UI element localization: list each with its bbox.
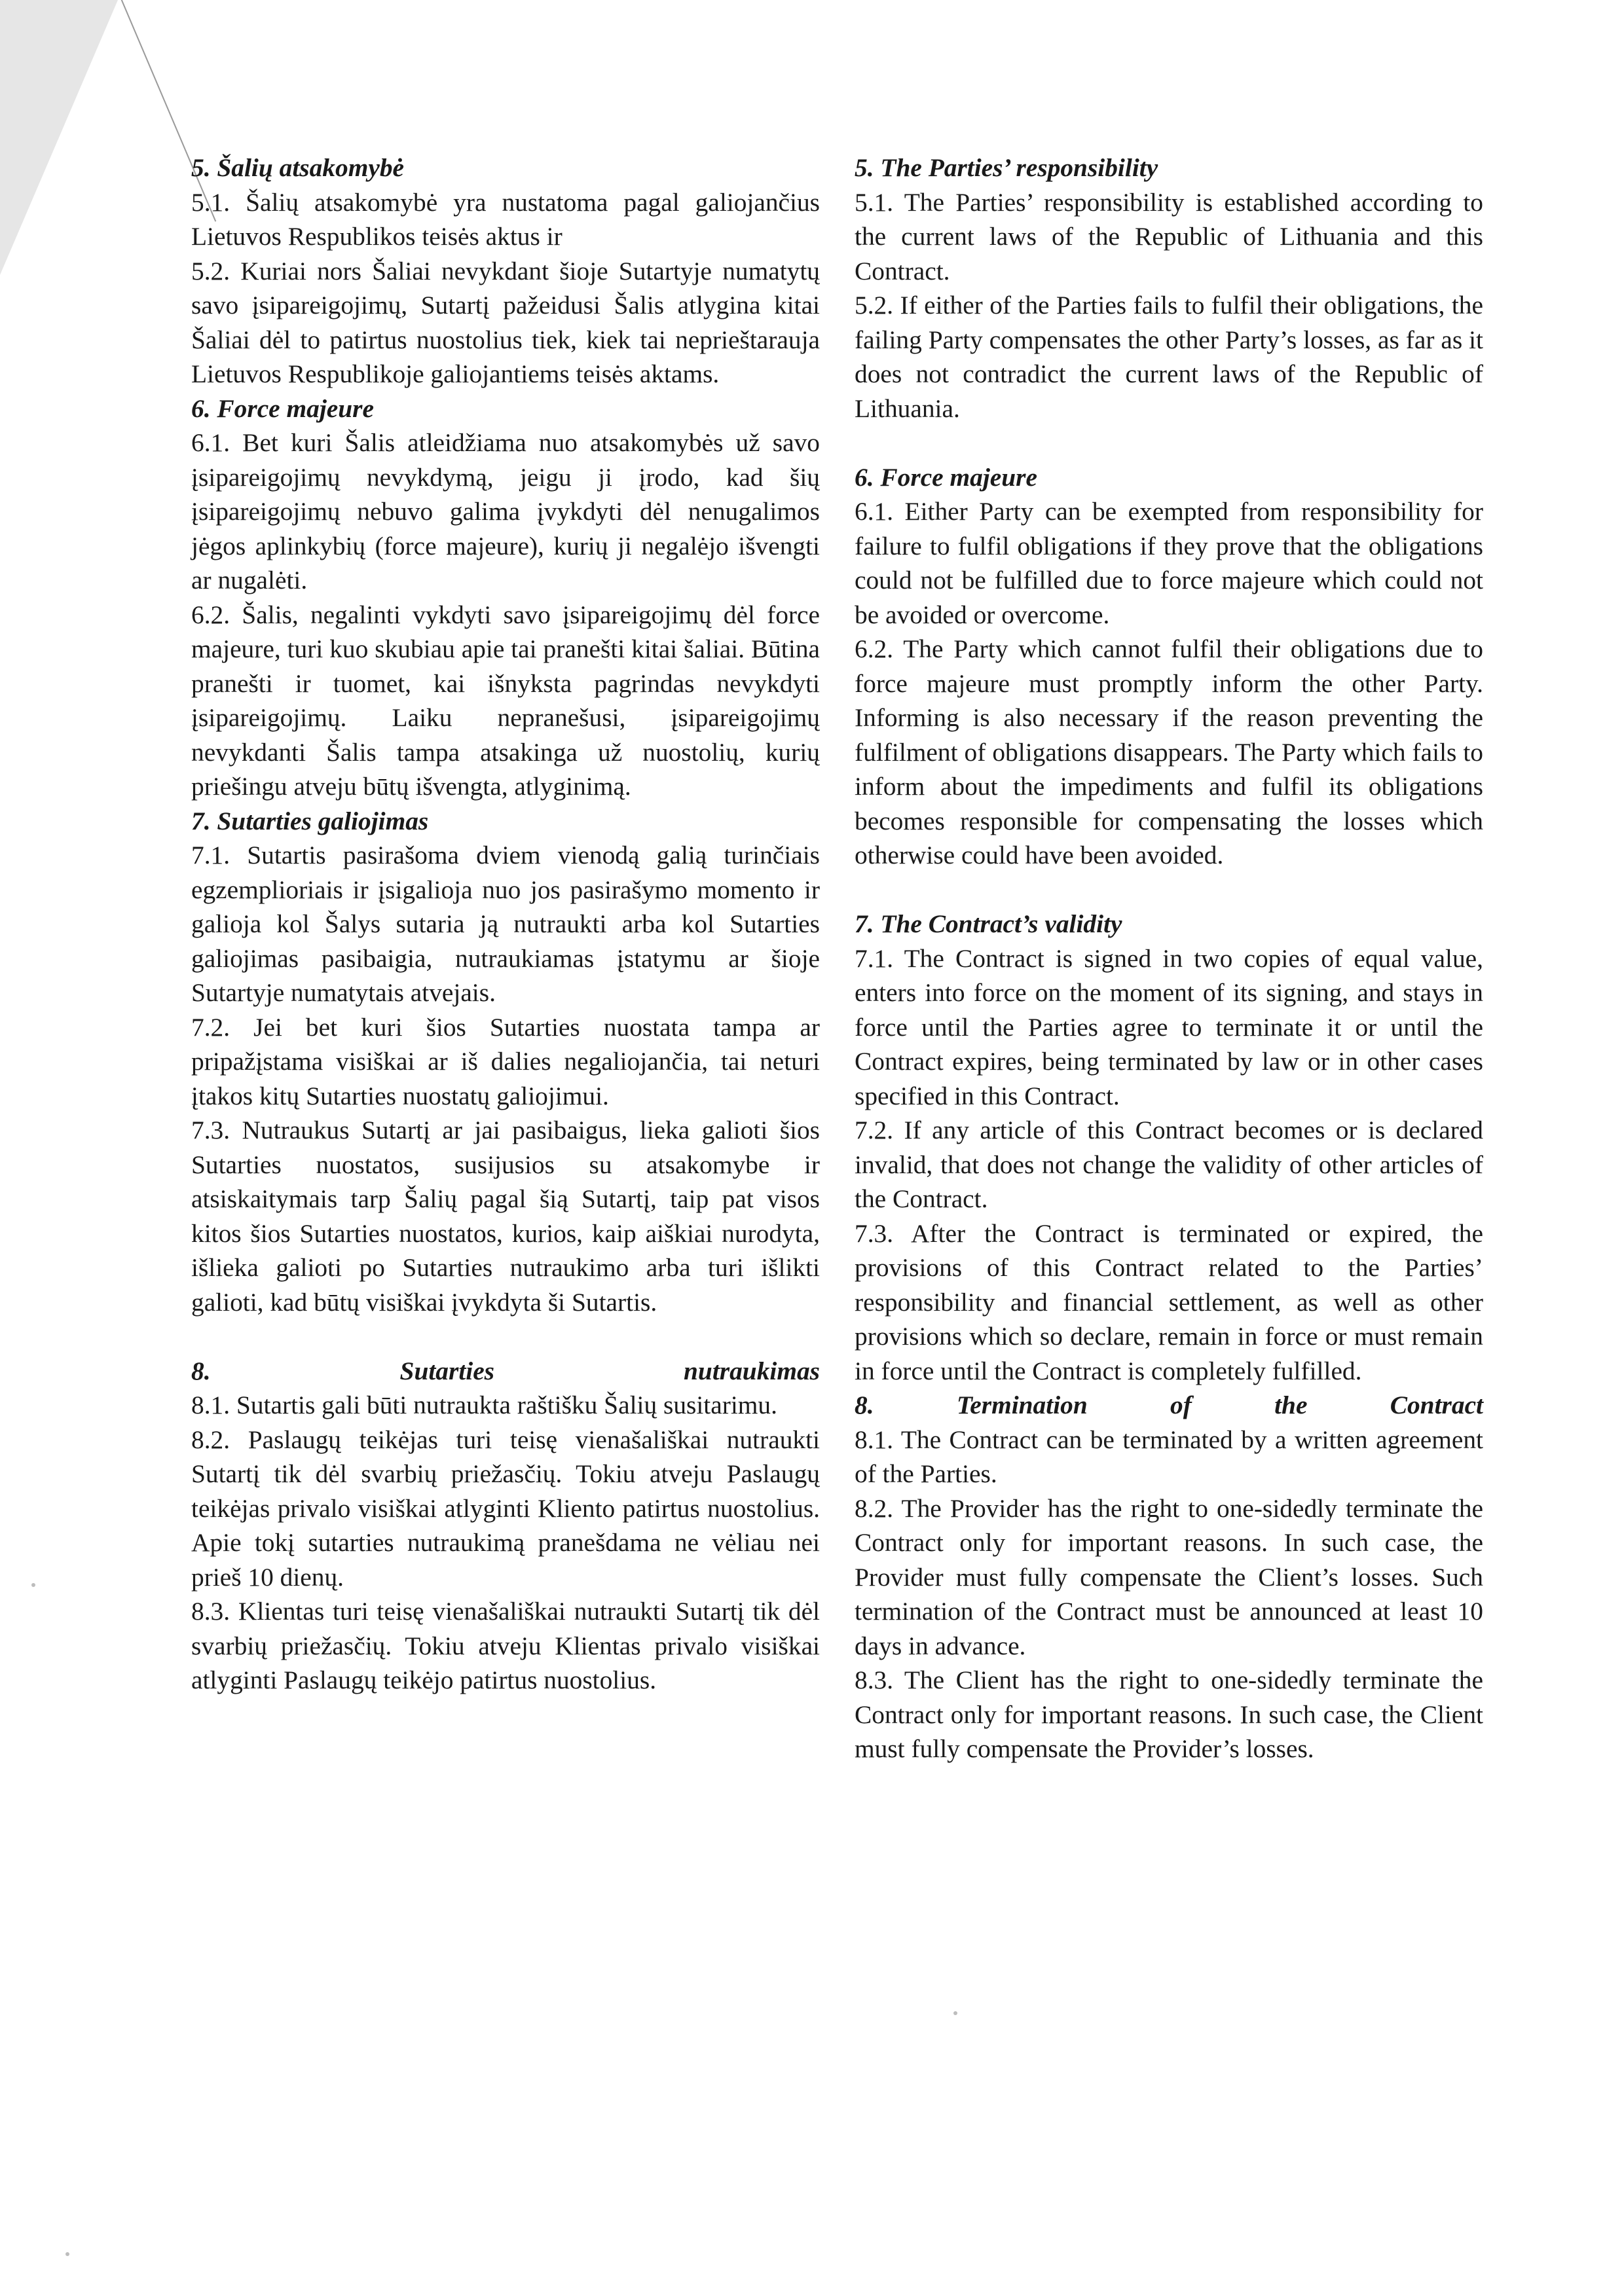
scan-speck [65,2252,69,2256]
clause-7-1-lt: 7.1. Sutartis pasirašoma dviem vienodą galią turinčiais egzemplioriais ir įsigalioja nuo jos pasirašymo momento ir galioja kol Šalys sutaria ją nutraukti arba kol Sutarties galiojimas pasibaigia, nutraukiamas įstatymu ar šioje Sutartyje numatytais atvejais. [191,841,820,1007]
clause-8-1-en: 8.1. The Contract can be terminated by a written agreement of the Parties. [855,1425,1483,1488]
section-8-number-en: 8. [855,1391,874,1419]
scan-speck [31,1583,35,1587]
section-7-heading-lt: 7. Sutarties galiojimas [191,806,429,835]
section-8-heading-en [855,1388,1483,1423]
clause-5-1-en: 5.1. The Parties’ responsibility is established according to the current laws of the Republic of Lithuania and this Contract. [855,187,1483,285]
clause-7-2-lt: 7.2. Jei bet kuri šios Sutarties nuostata tampa ar pripažįstama visiškai ar iš dalies negaliojančia, tai neturi įtakos kitų Sutarties nuostatų galiojimui. [191,1012,820,1110]
clause-8-3-lt: 8.3. Klientas turi teisę vienašališkai nutraukti Sutartį tik dėl svarbių priežasčių. Tokiu atveju Klientas privalo visiškai atlyginti Paslaugų teikėjo patirtus nuostolius. [191,1597,820,1694]
clause-8-3-en: 8.3. The Client has the right to one-sidedly terminate the Contract only for important reasons. In such case, the Client must fully compensate the Provider’s losses. [855,1666,1483,1763]
lithuanian-column [191,151,820,1698]
section-8-word1-en: Termination [956,1391,1088,1419]
section-8-number-lt: 8. [191,1356,211,1385]
section-8-word2-lt: nutraukimas [684,1356,820,1385]
clause-5-2-en: 5.2. If either of the Parties fails to fulfil their obligations, the failing Party compensates the other Party’s losses, as far as it does not contradict the current laws of the Republic of Lithuania. [855,291,1483,423]
clause-5-2-lt: 5.2. Kuriai nors Šaliai nevykdant šioje Sutartyje numatytų savo įsipareigojimų, Sutartį pažeidusi Šalis atlygina kitai Šaliai dėl to patirtus nuostolius tiek, kiek tai neprieštarauja Lietuvos Respublikoje galiojantiems teisės aktams. [191,256,820,388]
clause-8-2-en: 8.2. The Provider has the right to one-sidedly terminate the Contract only for important reasons. In such case, the Provider must fully compensate the Client’s losses. Such termination of the Contract must be announced at least 10 days in advance. [855,1493,1483,1660]
clause-6-1-lt: 6.1. Bet kuri Šalis atleidžiama nuo atsakomybės už savo įsipareigojimų nevykdymą, jeigu ji įrodo, kad šių įsipareigojimų nebuvo galima įvykdyti dėl nenugalimos jėgos aplinkybių (force majeure), kurių ji negalėjo išvengti ar nugalėti. [191,428,820,594]
clause-6-2-en: 6.2. The Party which cannot fulfil their obligations due to force majeure must promptly inform the other Party. Informing is also necessary if the reason preventing the fulfilment of obligations disappears. The Party which fails to inform about the impediments and fulfil its obligations becomes responsible for compensating the losses which otherwise could have been avoided. [855,634,1483,869]
english-column [855,151,1483,1766]
clause-7-1-en: 7.1. The Contract is signed in two copies of equal value, enters into force on the moment of its signing, and stays in force until the Parties agree to terminate it or until the Contract expires, being terminated by law or in other cases specified in this Contract. [855,943,1483,1110]
section-8-word4-en: Contract [1390,1391,1483,1419]
clause-6-2-lt: 6.2. Šalis, negalinti vykdyti savo įsipareigojimų dėl force majeure, turi kuo skubiau apie tai pranešti kitai šaliai. Būtina pranešti ir tuomet, kai išnyksta pagrindas nevykdyti įsipareigojimų. Laiku nepranešusi, įsipareigojimų nevykdanti Šalis tampa atsakinga už nuostolių, kurių priešingu atveju būtų išvengta, atlyginimą. [191,600,820,801]
scan-edge-shadow [0,0,118,275]
section-7-heading-en: 7. The Contract’s validity [855,909,1122,938]
clause-8-1-lt: 8.1. Sutartis gali būti nutraukta raštišku Šalių susitarimu. [191,1391,777,1419]
clause-5-1-lt: 5.1. Šalių atsakomybė yra nustatoma pagal galiojančius Lietuvos Respublikos teisės aktus ir [191,187,820,251]
section-8-heading-lt [191,1354,820,1389]
section-8-word2-en: of [1170,1391,1192,1419]
section-5-heading-en: 5. The Parties’ responsibility [855,153,1158,182]
section-6-heading-en: 6. Force majeure [855,462,1037,492]
scan-speck [953,2011,957,2015]
clause-7-3-lt: 7.3. Nutraukus Sutartį ar jai pasibaigus, lieka galioti šios Sutarties nuostatos, susijusios su atsakomybe ir atsiskaitymais tarp Šalių pagal šią Sutartį, taip pat visos kitos šios Sutarties nuostatos, kurios, kaip aiškiai nurodyta, išlieka galioti po Sutarties nutraukimo arba turi išlikti galioti, kad būtų visiškai įvykdyta ši Sutartis. [191,1116,820,1317]
section-8-word1-lt: Sutarties [399,1356,495,1385]
clause-6-1-en: 6.1. Either Party can be exempted from responsibility for failure to fulfil obligations if they prove that the obligations could not be fulfilled due to force majeure which could not be avoided or overcome. [855,497,1483,629]
clause-7-3-en: 7.3. After the Contract is terminated or expired, the provisions of this Contract related to the Parties’ responsibility and financial settlement, as well as other provisions which so declare, remain in force or must remain in force until the Contract is completely fulfilled. [855,1218,1483,1385]
section-6-heading-lt: 6. Force majeure [191,393,374,423]
section-5-heading-lt: 5. Šalių atsakomybė [191,153,404,182]
clause-8-2-lt: 8.2. Paslaugų teikėjas turi teisę vienašališkai nutraukti Sutartį tik dėl svarbių priežasčių. Tokiu atveju Paslaugų teikėjas privalo visiškai atlyginti Kliento patirtus nuostolius. Apie tokį sutarties nutraukimą pranešdama ne vėliau nei prieš 10 dienų. [191,1425,820,1592]
clause-7-2-en: 7.2. If any article of this Contract becomes or is declared invalid, that does not change the validity of other articles of the Contract. [855,1116,1483,1213]
section-8-word3-en: the [1274,1391,1308,1419]
